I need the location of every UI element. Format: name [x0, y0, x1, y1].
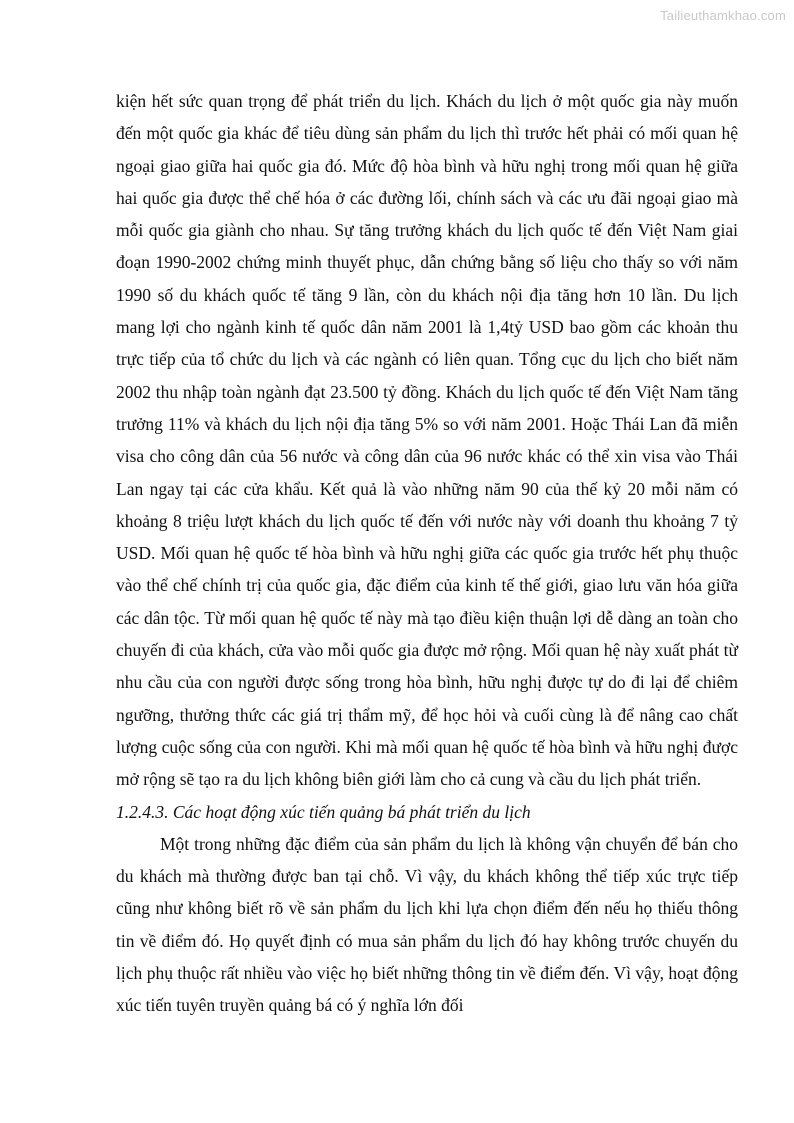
document-body: [116, 85, 738, 1022]
section-heading: 1.2.4.3. Các hoạt động xúc tiến quảng bá phát triển du lịch: [116, 801, 531, 822]
paragraph-1: kiện hết sức quan trọng để phát triển du lịch. Khách du lịch ở một quốc gia này muốn đến một quốc gia khác để tiêu dùng sản phẩm du lịch thì trước hết phải có mối quan hệ ngoại giao giữa hai quốc gia đó. Mức độ hòa bình và hữu nghị trong mối quan hệ giữa hai quốc gia được thể chế hóa ở các đường lối, chính sách và các ưu đãi ngoại giao mà mỗi quốc gia giành cho nhau. Sự tăng trưởng khách du lịch quốc tế đến Việt Nam giai đoạn 1990-2002 chứng minh thuyết phục, dẫn chứng bằng số liệu cho thấy so với năm 1990 số du khách quốc tế tăng 9 lần, còn du khách nội địa tăng hơn 10 lần. Du lịch mang lợi cho ngành kinh tế quốc dân năm 2001 là 1,4tỷ USD bao gồm các khoản thu trực tiếp của tổ chức du lịch và các ngành có liên quan. Tổng cục du lịch cho biết năm 2002 thu nhập toàn ngành đạt 23.500 tỷ đồng. Khách du lịch quốc tế đến Việt Nam tăng trưởng 11% và khách du lịch nội địa tăng 5% so với năm 2001. Hoặc Thái Lan đã miễn visa cho công dân của 56 nước và công dân của 96 nước khác có thể xin visa vào Thái Lan ngay tại các cửa khẩu. Kết quả là vào những năm 90 của thế kỷ 20 mỗi năm có khoảng 8 triệu lượt khách du lịch quốc tế đến với nước này với doanh thu khoảng 7 tỷ USD. Mối quan hệ quốc tế hòa bình và hữu nghị giữa các quốc gia trước hết phụ thuộc vào thể chế chính trị của quốc gia, đặc điểm của kinh tế thế giới, giao lưu văn hóa giữa các dân tộc. Từ mối quan hệ quốc tế này mà tạo điều kiện thuận lợi dễ dàng an toàn cho chuyến đi của khách, cửa vào mỗi quốc gia được mở rộng. Mối quan hệ này xuất phát từ nhu cầu của con người được sống trong hòa bình, hữu nghị được tự do đi lại để chiêm ngưỡng, thưởng thức các giá trị thẩm mỹ, để học hỏi và cuối cùng là để nâng cao chất lượng cuộc sống của con người. Khi mà mối quan hệ quốc tế hòa bình và hữu nghị được mở rộng sẽ tạo ra du lịch không biên giới làm cho cả cung và cầu du lịch phát triển.: [116, 91, 738, 790]
watermark: Tailieuthamkhao.com: [660, 8, 786, 23]
paragraph-2: Một trong những đặc điểm của sản phẩm du lịch là không vận chuyển để bán cho du khách mà thường được ban tại chỗ. Vì vậy, du khách không thể tiếp xúc trực tiếp cũng như không biết rõ về sản phẩm du lịch khi lựa chọn điểm đến nếu họ thiếu thông tin về điểm đó. Họ quyết định có mua sản phẩm du lịch đó hay không trước chuyến du lịch phụ thuộc rất nhiều vào việc họ biết những thông tin về điểm đến. Vì vậy, hoạt động xúc tiến tuyên truyền quảng bá có ý nghĩa lớn đối: [116, 833, 738, 1016]
